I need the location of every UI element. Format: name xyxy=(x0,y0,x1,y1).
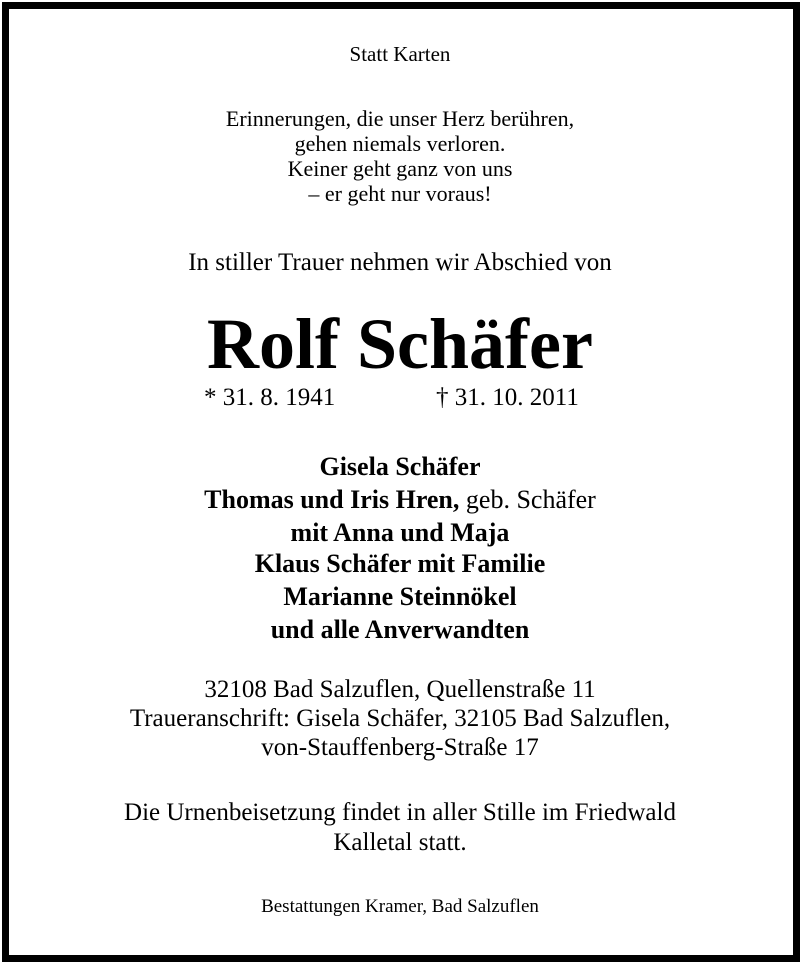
mourner-names: Thomas und Iris Hren, xyxy=(204,485,460,514)
mourner-line: Gisela Schäfer xyxy=(319,452,481,481)
address-line: 32108 Bad Salzuflen, Quellenstraße 11 xyxy=(204,676,596,703)
poem-line: Erinnerungen, die unser Herz berühren, xyxy=(225,106,575,131)
deceased-name: Rolf Schäfer xyxy=(207,304,593,384)
birth-date: * 31. 8. 1941 xyxy=(204,384,336,411)
funeral-home: Bestattungen Kramer, Bad Salzuflen xyxy=(261,896,539,917)
address-line: Traueranschrift: Gisela Schäfer, 32105 Bad Salzuflen, xyxy=(129,705,671,732)
burial-info: Die Urnenbeisetzung findet in aller Stille im Friedwald xyxy=(124,799,676,826)
burial-info: Kalletal statt. xyxy=(333,829,467,856)
mourner-line: Klaus Schäfer mit Familie xyxy=(254,549,546,578)
mourner-line: Marianne Steinnökel xyxy=(283,582,517,611)
address-line: von-Stauffenberg-Straße 17 xyxy=(261,734,539,761)
death-date: † 31. 10. 2011 xyxy=(436,384,579,411)
mourner-line: mit Anna und Maja xyxy=(290,518,510,547)
mourner-line xyxy=(0,487,800,513)
statt-karten-header: Statt Karten xyxy=(349,42,451,66)
mourner-line: und alle Anverwandten xyxy=(270,615,530,644)
poem-line: Keiner geht ganz von uns xyxy=(287,156,513,181)
poem-line: gehen niemals verloren. xyxy=(294,131,506,156)
poem-line: – er geht nur voraus! xyxy=(308,181,492,206)
maiden-name: geb. Schäfer xyxy=(459,485,596,514)
farewell-intro: In stiller Trauer nehmen wir Abschied von xyxy=(188,249,612,276)
